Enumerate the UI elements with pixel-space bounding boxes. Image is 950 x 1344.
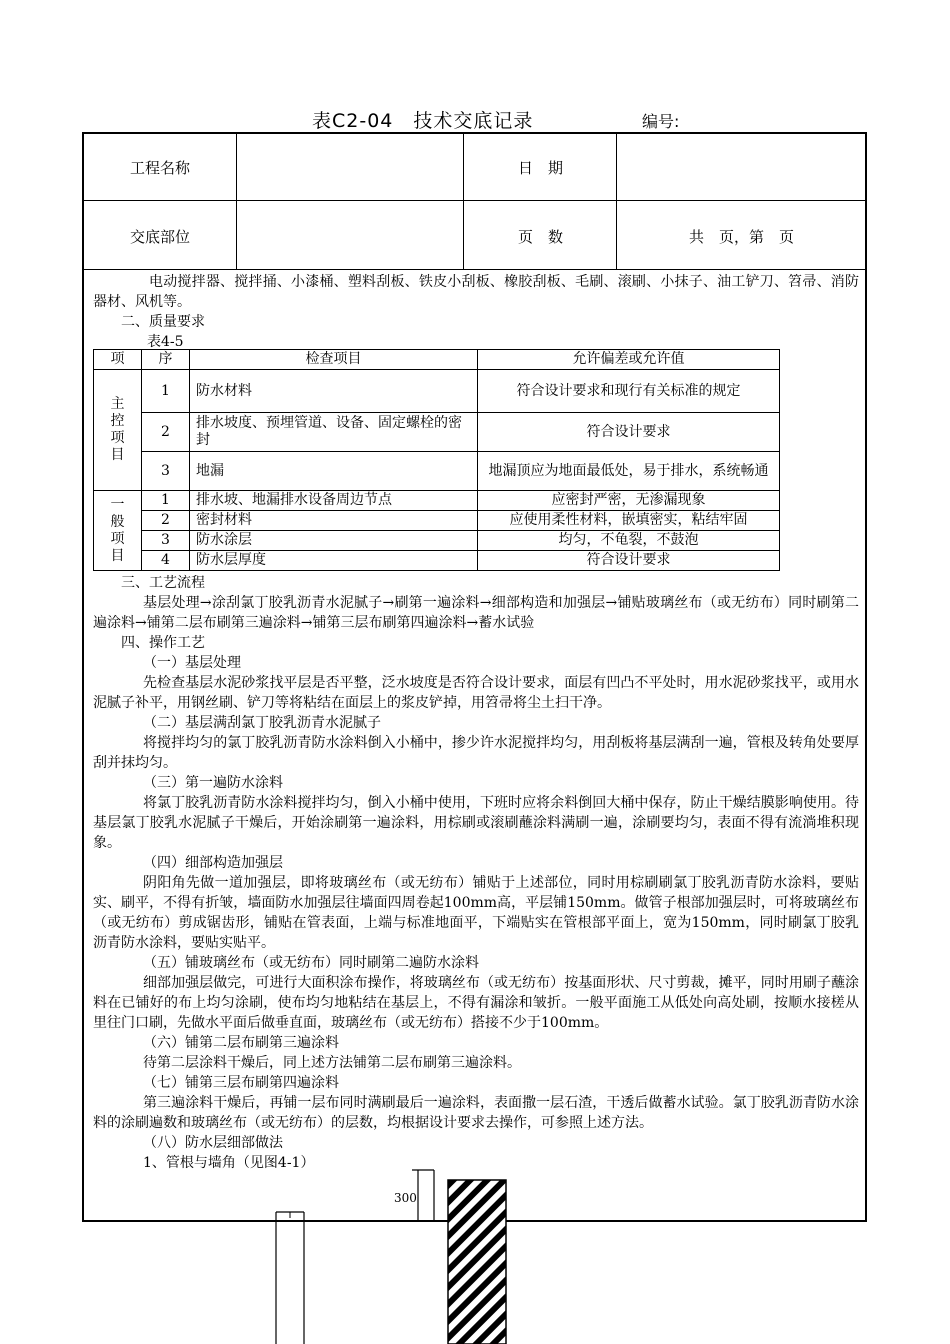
process-flow: 基层处理→涂刮氯丁胶乳沥青水泥腻子→刷第一遍涂料→细部构造和加强层→铺贴玻璃丝布（或无纺布）同时刷第二遍涂料→铺第二层布刷第三遍涂料→铺第三层布刷第四遍涂料→蓄水试验: [93, 595, 859, 631]
step-6-title: （六）铺第二层布刷第三遍涂料: [143, 1035, 339, 1051]
step-5-title: （五）铺玻璃丝布（或无纺布）同时刷第二遍防水涂料: [143, 955, 479, 971]
document-title: 表C2-04 技术交底记录: [312, 110, 534, 132]
page-count-label: 页 数: [517, 228, 563, 246]
row-number: 2: [142, 413, 190, 452]
row-check-item: 防水层厚度: [190, 551, 478, 571]
row-tolerance: 应使用柔性材料，嵌填密实，粘结牢固: [478, 511, 780, 531]
step-1-text: 先检查基层水泥砂浆找平层是否平整，泛水坡度是否符合设计要求，面层有凹凸不平处时，用水泥砂浆找平，或用水泥腻子补平，用钢丝刷、铲刀等将粘结在面层上的浆皮铲掉，用笤帚将尘土扫干净。: [93, 675, 859, 711]
row-number: 3: [142, 452, 190, 491]
page-count-value: 共 页，第 页: [688, 228, 794, 246]
col-header-check-item: 检查项目: [190, 350, 478, 370]
row-number: 1: [142, 491, 190, 511]
step-4-text: 阴阳角先做一道加强层，即将玻璃丝布（或无纺布）铺贴于上述部位，同时用棕刷刷氯丁胶乳沥青防水涂料，要贴实、刷平，不得有折皱，墙面防水加强层往墙面四周卷起100mm高，平层铺150mm。做管子根部加强层时，可将玻璃丝布（或无纺布）剪成锯齿形，铺贴在管表面，上端与标准地面平，下端贴实在管根部平面上，宽为150mm，同时刷氯丁胶乳沥青防水涂料，要贴实贴平。: [93, 875, 859, 951]
col-header-number: 序: [142, 350, 190, 370]
main-control-group: 主控项目: [94, 370, 142, 491]
project-name-label: 工程名称: [129, 159, 190, 177]
process-heading: 三、工艺流程: [121, 575, 205, 591]
step-7-text: 第三遍涂料干燥后，再铺一层布同时满刷最后一遍涂料，表面撒一层石渣，干透后做蓄水试验。氯丁胶乳沥青防水涂料的涂刷遍数和玻璃丝布（或无纺布）的层数，均根据设计要求去操作，可参照上述方法。: [93, 1095, 859, 1131]
row-number: 3: [142, 531, 190, 551]
wall-section-hatch: [448, 1180, 506, 1344]
step-6-text: 待第二层涂料干燥后，同上述方法铺第二层布刷第三遍涂料。: [143, 1055, 521, 1071]
tools-list: 电动搅拌器、搅拌捅、小漆桶、塑料刮板、铁皮小刮板、橡胶刮板、毛刷、滚刷、小抹子、油工铲刀、笤帚、消防器材、风机等。: [93, 274, 859, 310]
general-group: 一般项目: [94, 491, 142, 571]
step-1-title: （一）基层处理: [143, 655, 241, 671]
row-tolerance: 均匀，不龟裂，不鼓泡: [478, 531, 780, 551]
date-label: 日 期: [517, 159, 563, 177]
step-2-text: 将搅拌均匀的氯丁胶乳沥青防水涂料倒入小桶中，掺少许水泥搅拌均匀，用刮板将基层满刮一遍，管根及转角处要厚刮并抹均匀。: [93, 735, 859, 771]
row-tolerance: 地漏顶应为地面最低处，易于排水，系统畅通: [478, 452, 780, 491]
handover-part-label: 交底部位: [129, 228, 190, 246]
row-number: 2: [142, 511, 190, 531]
operations-heading: 四、操作工艺: [121, 635, 205, 651]
col-header-tolerance: 允许偏差或允许值: [478, 350, 780, 370]
row-check-item: 排水坡度、预埋管道、设备、固定螺栓的密封: [190, 413, 478, 452]
row-check-item: 排水坡、地漏排水设备周边节点: [190, 491, 478, 511]
row-number: 1: [142, 370, 190, 413]
step-8-title: （八）防水层细部做法: [143, 1135, 283, 1151]
step-8-item-1: 1、管根与墙角（见图4-1）: [143, 1155, 315, 1171]
dimension-label: 300: [394, 1191, 417, 1205]
row-tolerance: 符合设计要求: [478, 551, 780, 571]
row-tolerance: 符合设计要求和现行有关标准的规定: [478, 370, 780, 413]
row-check-item: 地漏: [190, 452, 478, 491]
step-3-text: 将氯丁胶乳沥青防水涂料搅拌均匀，倒入小桶中使用，下班时应将余料倒回大桶中保存，防止干燥结膜影响使用。待基层氯丁胶乳水泥腻子干燥后，开始涂刷第一遍涂料，用棕刷或滚刷蘸涂料满刷一遍，涂刷要均匀，表面不得有流淌堆积现象。: [93, 795, 859, 851]
quality-heading: 二、质量要求: [121, 314, 205, 330]
row-check-item: 防水涂层: [190, 531, 478, 551]
step-7-title: （七）铺第三层布刷第四遍涂料: [143, 1075, 339, 1091]
serial-number-label: 编号:: [642, 112, 680, 131]
step-2-title: （二）基层满刮氯丁胶乳沥青水泥腻子: [143, 715, 381, 731]
row-tolerance: 应密封严密，无渗漏现象: [478, 491, 780, 511]
row-tolerance: 符合设计要求: [478, 413, 780, 452]
row-check-item: 密封材料: [190, 511, 478, 531]
table-caption: 表4-5: [147, 334, 184, 350]
row-number: 4: [142, 551, 190, 571]
step-4-title: （四）细部构造加强层: [143, 855, 283, 871]
pipe-outline: [276, 1212, 304, 1344]
col-header-category: 项: [94, 350, 142, 370]
step-5-text: 细部加强层做完，可进行大面积涂布操作，将玻璃丝布（或无纺布）按基面形状、尺寸剪裁，摊平，同时用刷子蘸涂料在已铺好的布上均匀涂刷，使布均匀地粘结在基层上，不得有漏涂和皱折。一般平面施工从低处向高处刷，按顺水接槎从里往门口刷，先做水平面后做垂直面，玻璃丝布（或无纺布）搭接不少于100mm。: [93, 975, 859, 1031]
row-check-item: 防水材料: [190, 370, 478, 413]
step-3-title: （三）第一遍防水涂料: [143, 775, 283, 791]
